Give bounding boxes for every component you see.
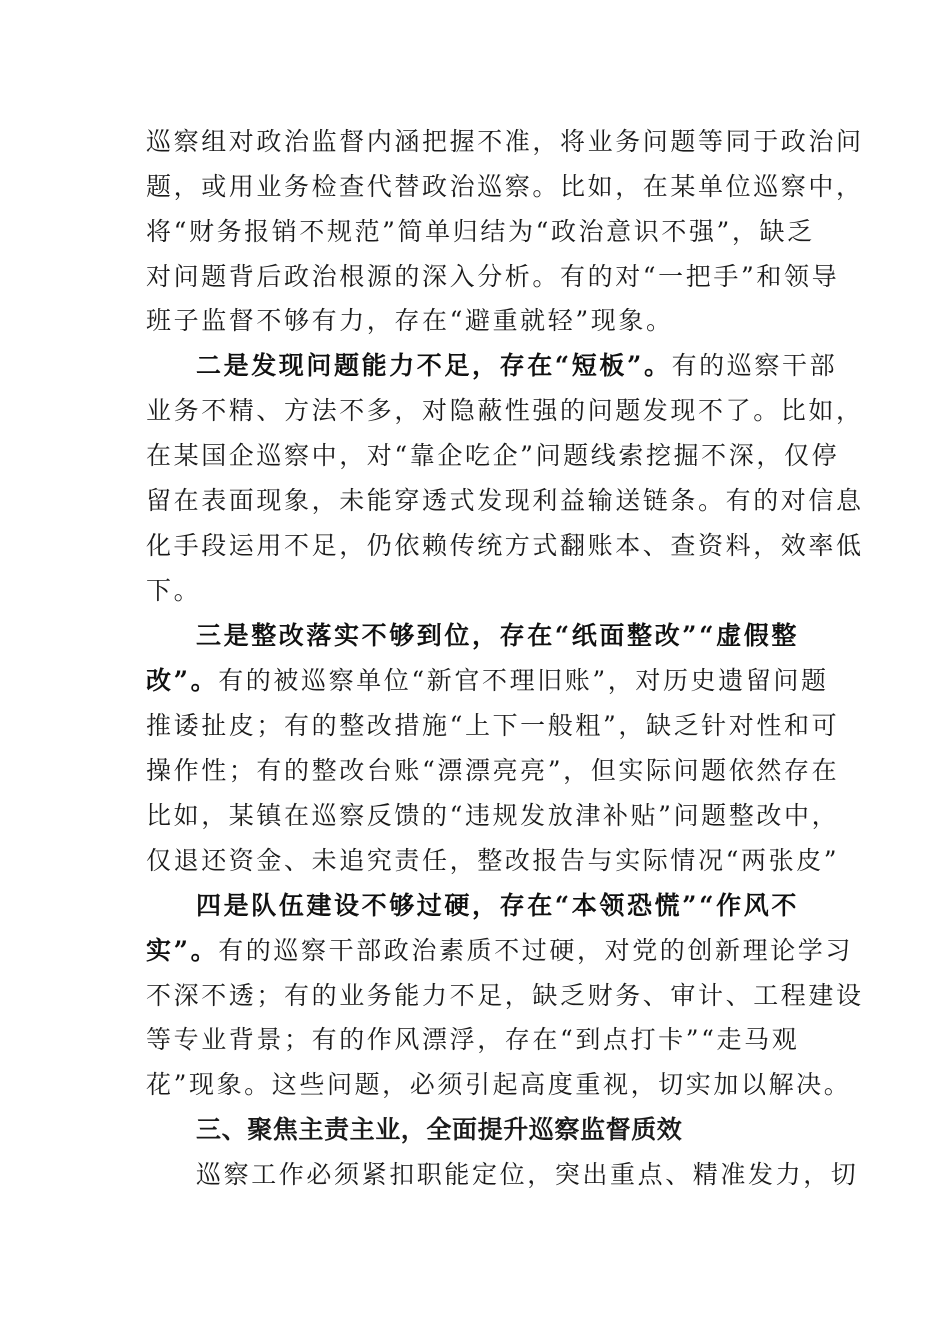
paragraph-text: 有的被巡察单位“新官不理旧账”，对历史遗留问题: [218, 666, 829, 695]
paragraph-line: 对问题背后政治根源的深入分析。有的对“一把手”和领导: [146, 262, 840, 291]
paragraph-line: 业务不精、方法不多，对隐蔽性强的问题发现不了。比如，: [146, 396, 864, 425]
section-heading: 三、聚焦主责主业，全面提升巡察监督质效: [196, 1115, 683, 1144]
paragraph-line: 花”现象。这些问题，必须引起高度重视，切实加以解决。: [146, 1070, 852, 1099]
paragraph-line: 化手段运用不足，仍依赖传统方式翻账本、查资料，效率低: [146, 531, 864, 560]
paragraph-lead: 三是整改落实不够到位，存在“纸面整改”“虚假整: [196, 621, 799, 650]
paragraph-line: 在某国企巡察中，对“靠企吃企”问题线索挖掘不深，仅停: [146, 441, 840, 470]
paragraph-line: 比如，某镇在巡察反馈的“违规发放津补贴”问题整改中，: [146, 801, 840, 830]
paragraph-line: [146, 936, 853, 966]
paragraph-lead: 实”。: [146, 936, 219, 965]
paragraph-line: 下。: [146, 576, 202, 605]
paragraph-lead: 改”。: [146, 666, 219, 695]
paragraph-line: [196, 351, 838, 381]
paragraph-lead: 二是发现问题能力不足，存在“短板”。: [196, 351, 672, 380]
paragraph-line: 仅退还资金、未追究责任，整改报告与实际情况“两张皮”: [146, 846, 840, 875]
paragraph-line: 将“财务报销不规范”简单归结为“政治意识不强”，缺乏: [146, 217, 815, 246]
paragraph-line: 等专业背景；有的作风漂浮，存在“到点打卡”“走马观: [146, 1025, 800, 1054]
paragraph-line: [146, 666, 829, 696]
paragraph-lead: 四是队伍建设不够过硬，存在“本领恐慌”“作风不: [196, 891, 799, 920]
paragraph-line: 推诿扯皮；有的整改措施“上下一般粗”，缺乏针对性和可: [146, 711, 840, 740]
paragraph-line: 题，或用业务检查代替政治巡察。比如，在某单位巡察中，: [146, 172, 864, 201]
paragraph-text: 有的巡察干部: [671, 351, 838, 380]
paragraph-line: 不深不透；有的业务能力不足，缺乏财务、审计、工程建设: [146, 981, 864, 1010]
paragraph-line: 操作性；有的整改台账“漂漂亮亮”，但实际问题依然存在: [146, 756, 840, 785]
paragraph-line: 巡察组对政治监督内涵把握不准，将业务问题等同于政治问: [146, 127, 864, 156]
paragraph-line: 留在表面现象，未能穿透式发现利益输送链条。有的对信息: [146, 486, 864, 515]
paragraph-line: 巡察工作必须紧扣职能定位，突出重点、精准发力，切: [196, 1160, 859, 1189]
paragraph-text: 有的巡察干部政治素质不过硬，对党的创新理论学习: [218, 936, 853, 965]
paragraph-line: 班子监督不够有力，存在“避重就轻”现象。: [146, 306, 674, 335]
